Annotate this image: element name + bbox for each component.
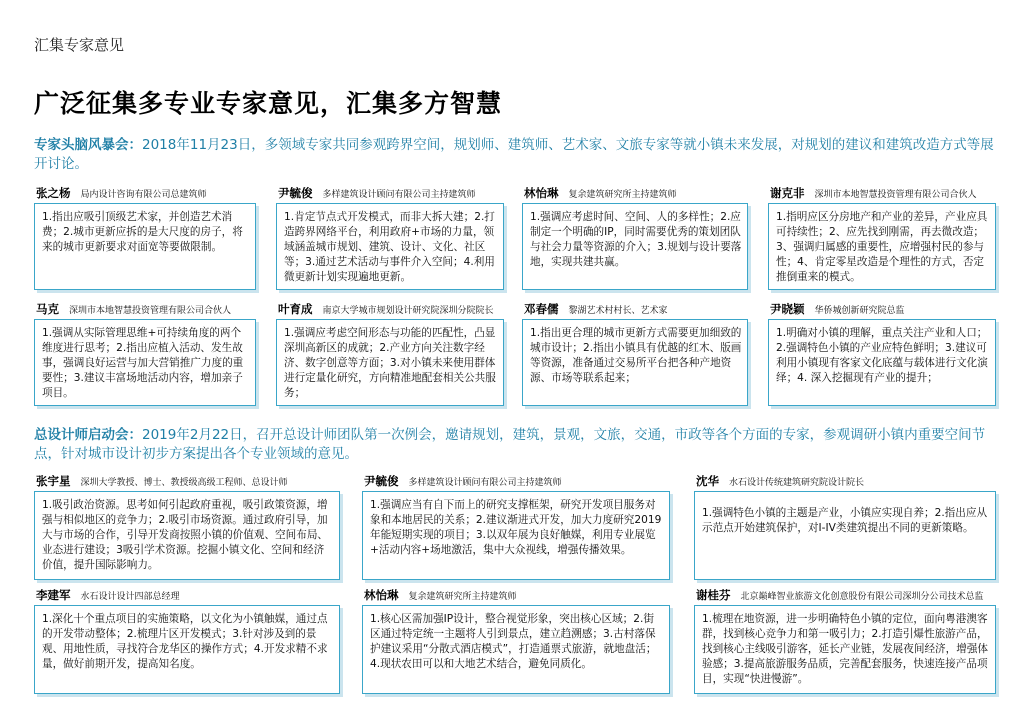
expert-name: 叶育成: [278, 302, 313, 316]
expert-card: [362, 586, 670, 694]
expert-role: 复余建筑研究所主持建筑师: [408, 592, 517, 602]
section1-text: 2018年11月23日，多领域专家共同参观跨界空间，规划师、建筑师、艺术家、文旅专家等就小镇未来发展，对规划的建议和建筑改造方式等展开讨论。: [34, 137, 994, 172]
expert-opinion: 1.指出更合理的城市更新方式需要更加细致的城市设计；2.指出小镇具有优越的红木、版画等资源，准备通过交易所平台把各种产地资源、市场等联系起来；: [522, 319, 748, 406]
expert-card: [34, 300, 256, 406]
section2-text: 2019年2月22日，召开总设计师团队第一次例会，邀请规划，建筑，景观，文旅，交通，市政等各个方面的专家，参观调研小镇内重要空间节点，针对城市设计初步方案提出各个专业领域的意见。: [34, 427, 986, 462]
expert-role: 多样建筑设计顾问有限公司主持建筑师: [322, 190, 476, 200]
expert-opinion: 1.深化十个重点项目的实施策略，以文化为小镇触媒，通过点的开发带动整体；2.梳理片区开发模式；3.针对涉及到的景观、用地性质，寻找符合龙华区的操作方式；4.开发求精不求量，做好前期开发，提高知名度。: [34, 605, 340, 694]
expert-name: 李建军: [36, 588, 71, 602]
expert-card: [34, 586, 340, 694]
expert-role: 深圳大学教授、博士、教授级高级工程师、总设计师: [80, 478, 288, 488]
expert-role: 深圳市本地智慧投资管理有限公司合伙人: [814, 190, 977, 200]
expert-name: 谢桂芬: [696, 588, 731, 602]
expert-card: [694, 586, 996, 694]
expert-card: [522, 184, 748, 290]
expert-role: 南京大学城市规划设计研究院深圳分院院长: [322, 306, 494, 316]
expert-card: [768, 300, 996, 406]
expert-opinion: 1.核心区需加强IP设计，整合视觉形象，突出核心区域；2.街区通过特定统一主题将人引到景点，建立趋溯感；3.古村落保护建议采用“分散式酒店模式”，打造通票式旅游，就地盘活；4.现状农田可以和大地艺术结合，避免同质化。: [362, 605, 670, 694]
expert-role: 深圳市本地智慧投资管理有限公司合伙人: [69, 306, 232, 316]
header-label: 汇集专家意见: [34, 36, 125, 54]
expert-card: [362, 472, 670, 580]
expert-card: [694, 472, 996, 580]
expert-card: [768, 184, 996, 290]
expert-name: 尹晓颖: [770, 302, 805, 316]
expert-card: [276, 184, 504, 290]
expert-card: [34, 184, 256, 290]
expert-card: [522, 300, 748, 406]
expert-role: 黎湖艺术村村长、艺术家: [568, 306, 668, 316]
expert-opinion: 1.梳理在地资源，进一步明确特色小镇的定位，面向粤港澳客群，找到核心竞争力和第一吸引力；2.打造引爆性旅游产品，找到核心主线吸引游客，延长产业链，发展夜间经济，增强体验感；3.提高旅游服务品质，完善配套服务，快速连接产品项目，实现“快进慢游”。: [694, 605, 996, 694]
expert-opinion: 1.明确对小镇的理解，重点关注产业和人口；2.强调特色小镇的产业应特色鲜明；3.建议可利用小镇现有客家文化底蕴与载体进行文化演绎；4. 深入挖掘现有产业的提升；: [768, 319, 996, 406]
expert-card: [276, 300, 504, 406]
expert-name: 马克: [36, 302, 59, 316]
expert-opinion: 1.强调特色小镇的主题是产业，小镇应实现自养；2.指出应从示范点开始建筑保护，对I-IV类建筑提出不同的更新策略。: [694, 491, 996, 580]
expert-opinion: 1.强调从实际管理思维+可持续角度的两个维度进行思考；2.指出应植入活动、发生故事，强调良好运营与加大营销推广力度的重要性；3.建议丰富场地活动内容，增加亲子项目。: [34, 319, 256, 406]
section2-highlight: 总设计师启动会：: [34, 427, 142, 443]
expert-name: 尹毓俊: [364, 474, 399, 488]
expert-name: 张宇星: [36, 474, 71, 488]
expert-role: 水石设计传统建筑研究院设计院长: [729, 478, 865, 488]
expert-card: [34, 472, 340, 580]
expert-name: 沈华: [696, 474, 719, 488]
section2-intro: [34, 426, 989, 464]
expert-name: 尹毓俊: [278, 186, 313, 200]
expert-role: 多样建筑设计顾问有限公司主持建筑师: [408, 478, 562, 488]
expert-role: 局内设计咨询有限公司总建筑师: [80, 190, 207, 200]
section1-intro: [34, 136, 999, 174]
expert-opinion: 1.吸引政治资源。思考如何引起政府重视，吸引政策资源，增强与相似地区的竞争力；2.吸引市场资源。通过政府引导，加大与市场的合作，引导开发商按照小镇的价值观、空间布局、业态进行建设；3吸引学术资源。挖掘小镇文化、空间和经济价值，提升国际影响力。: [34, 491, 340, 580]
expert-opinion: 1.强调应考虑空间形态与功能的匹配性，凸显深圳高新区的成就；2.产业方向关注数字经济、数字创意等方面；3.对小镇未来使用群体进行定量化研究，方向精准地配套相关公共服务；: [276, 319, 504, 406]
expert-name: 谢克非: [770, 186, 805, 200]
expert-role: 水石设计设计四部总经理: [80, 592, 180, 602]
page-title: 广泛征集多专业专家意见，汇集多方智慧: [34, 89, 503, 118]
expert-opinion: 1.强调应考虑时间、空间、人的多样性；2.应制定一个明确的IP，同时需要优秀的策划团队与社会力量等资源的介入；3.规划与设计要落地，实现共建共赢。: [522, 203, 748, 290]
expert-role: 华侨城创新研究院总监: [814, 306, 905, 316]
expert-opinion: 1.肯定节点式开发模式，而非大拆大建；2.打造跨界网络平台，利用政府+市场的力量，领域涵盖城市规划、建筑、设计、文化、社区等；3.通过艺术活动与事件介入空间；4.利用微更新计划实现遍地更新。: [276, 203, 504, 290]
section1-highlight: 专家头脑风暴会：: [34, 137, 142, 153]
expert-role: 北京巅峰智业旅游文化创意股份有限公司深圳分公司技术总监: [740, 592, 984, 602]
expert-name: 邓春儒: [524, 302, 559, 316]
expert-name: 张之杨: [36, 186, 71, 200]
expert-opinion: 1.指明应区分房地产和产业的差异，产业应具可持续性；2、应先找到刚需，再去微改造；3、强调归属感的重要性，应增强村民的参与性；4、肯定零星改造是个理性的方式，否定推倒重来的模式。: [768, 203, 996, 290]
expert-opinion: 1.指出应吸引顶级艺术家，并创造艺术消费；2.城市更新应拆的是大尺度的房子，将来的城市更新要求对面宽等要做限制。: [34, 203, 256, 290]
expert-opinion: 1.强调应当有自下而上的研究支撑框架，研究开发项目服务对象和本地居民的关系；2.建议渐进式开发，加大力度研究2019年能短期实现的项目；3.以双年展为良好触媒，利用专业展览+活动内容+场地激活，集中大众视线，增强传播效果。: [362, 491, 670, 580]
expert-name: 林怡琳: [524, 186, 559, 200]
expert-role: 复余建筑研究所主持建筑师: [568, 190, 677, 200]
expert-name: 林怡琳: [364, 588, 399, 602]
